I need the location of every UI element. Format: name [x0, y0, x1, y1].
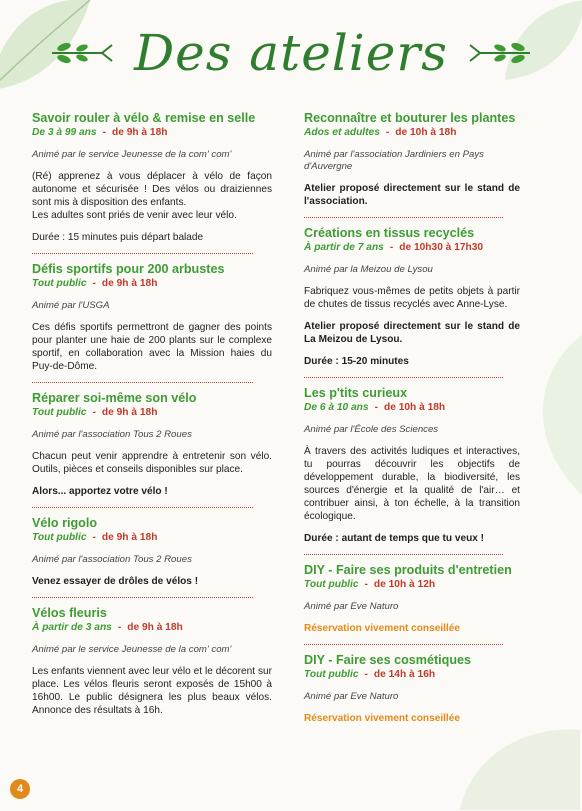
workshop-title: Vélos fleuris	[32, 606, 107, 620]
page-title: Des ateliers	[134, 24, 448, 82]
workshop-title: Savoir rouler à vélo & remise en selle	[32, 111, 256, 125]
workshop-title: Les p'tits curieux	[304, 386, 408, 400]
workshop-section	[32, 262, 272, 373]
meta-separator: -	[364, 669, 368, 680]
workshop-section	[304, 111, 520, 208]
workshop-animator: Animé par l'USGA	[32, 300, 110, 311]
workshop-section	[32, 606, 272, 717]
workshop-animator: Animé par l'association Jardiniers en Pays d'Auvergne	[304, 149, 484, 172]
dotted-separator	[304, 644, 503, 645]
meta-separator: -	[92, 407, 96, 418]
workshop-meta	[304, 241, 520, 254]
workshop-animator: Animé par l'École des Sciences	[304, 424, 439, 435]
workshop-description: Chacun peut venir apprendre à entretenir son vélo. Outils, pièces et conseils disponibles sur place.	[32, 451, 272, 475]
workshop-section	[304, 386, 520, 545]
workshop-title: Créations en tissus recyclés	[304, 226, 475, 240]
dotted-separator	[32, 253, 253, 254]
leaf-decoration	[450, 720, 582, 811]
workshop-animator: Animé par l'association Tous 2 Roues	[32, 429, 192, 440]
workshop-description: Durée : 15-20 minutes	[304, 356, 409, 367]
workshop-hours: de 10h à 18h	[383, 402, 446, 413]
workshop-hours: de 14h à 16h	[373, 669, 436, 680]
workshop-description: Venez essayer de drôles de vélos !	[32, 576, 199, 587]
meta-separator: -	[102, 127, 106, 138]
workshop-hours: de 9h à 18h	[101, 532, 158, 543]
workshop-hours: de 9h à 18h	[101, 407, 158, 418]
workshop-title: Reconnaître et bouturer les plantes	[304, 111, 516, 125]
right-column	[304, 111, 520, 725]
workshop-audience: À partir de 7 ans	[304, 242, 384, 253]
workshop-audience: De 3 à 99 ans	[32, 127, 97, 138]
meta-separator: -	[364, 579, 368, 590]
workshop-description: (Ré) apprenez à vous déplacer à vélo de façon autonome et sécurisée ! Des vélos ou draiziennes sont mis à disposition des enfants. Les adultes sont priés de venir avec leur vélo.	[32, 171, 272, 221]
leaf-flourish-icon	[462, 41, 532, 65]
dotted-separator	[32, 507, 253, 508]
workshop-hours: de 10h30 à 17h30	[399, 242, 484, 253]
workshop-hours: de 10h à 18h	[395, 127, 457, 138]
workshop-audience: Tout public	[32, 278, 87, 289]
workshop-description: Les enfants viennent avec leur vélo et le décorent sur place. Les vélos fleuris seront exposés de 15h00 à 16h00. Le public désignera les plus beaux vélos. Annonce des résultats à 16h.	[32, 666, 272, 716]
workshop-animator: Animé par Eve Naturo	[304, 601, 399, 612]
workshop-meta	[304, 401, 520, 414]
workshop-animator: Animé par le service Jeunesse de la com' com'	[32, 149, 232, 160]
dotted-separator	[32, 382, 253, 383]
workshop-meta	[32, 621, 272, 634]
left-column	[32, 111, 272, 717]
leaf-flourish-icon	[50, 41, 120, 65]
workshop-section	[304, 226, 520, 368]
dotted-separator	[32, 597, 253, 598]
workshop-audience: Tout public	[32, 407, 87, 418]
workshop-section	[32, 516, 272, 588]
workshop-description: À travers des activités ludiques et interactives, tu pourras découvrir les objectifs de développement durable, la biodiversité, les sources d'énergie et la qualité de l'air… et contribuer ainsi, à ton échelle, à la transition écologique.	[304, 446, 520, 522]
workshop-section	[304, 653, 520, 725]
leaf-decoration	[515, 330, 582, 500]
page-header	[0, 18, 582, 88]
meta-separator: -	[374, 402, 378, 413]
workshop-hours: de 9h à 18h	[111, 127, 168, 138]
workshop-meta	[32, 277, 272, 290]
workshop-description: Durée : 15 minutes puis départ balade	[32, 232, 204, 243]
meta-separator: -	[92, 278, 96, 289]
workshop-description: Fabriquez vous-mêmes de petits objets à partir de chutes de tissus recyclés avec Anne-Lyse.	[304, 286, 520, 310]
reservation-note: Réservation vivement conseillée	[304, 713, 460, 724]
workshop-title: Vélo rigolo	[32, 516, 98, 530]
workshop-audience: De 6 à 10 ans	[304, 402, 369, 413]
workshop-animator: Animé par Eve Naturo	[304, 691, 399, 702]
meta-separator: -	[117, 622, 122, 633]
workshop-section	[32, 391, 272, 498]
workshop-description: Durée : autant de temps que tu veux !	[304, 533, 485, 544]
workshop-audience: Ados et adultes	[304, 127, 380, 138]
dotted-separator	[304, 377, 503, 378]
workshop-title: Défis sportifs pour 200 arbustes	[32, 262, 225, 276]
workshop-meta	[304, 578, 520, 591]
workshop-hours: de 10h à 12h	[373, 579, 436, 590]
workshop-section	[304, 563, 520, 635]
workshop-meta	[32, 126, 272, 139]
meta-separator: -	[92, 532, 96, 543]
workshop-animator: Animé par l'association Tous 2 Roues	[32, 554, 192, 565]
workshop-description: Alors... apportez votre vélo !	[32, 486, 168, 497]
meta-separator: -	[389, 242, 394, 253]
meta-separator: -	[385, 127, 390, 138]
dotted-separator	[304, 217, 503, 218]
workshop-audience: À partir de 3 ans	[32, 622, 112, 633]
workshop-animator: Animé par le service Jeunesse de la com' com'	[32, 644, 232, 655]
workshop-description: Atelier proposé directement sur le stand de La Meizou de Lysou.	[304, 321, 520, 345]
workshop-audience: Tout public	[304, 579, 359, 590]
workshop-hours: de 9h à 18h	[101, 278, 158, 289]
workshop-audience: Tout public	[32, 532, 87, 543]
workshop-title: DIY - Faire ses cosmétiques	[304, 653, 472, 667]
workshop-meta	[32, 531, 272, 544]
workshop-title: DIY - Faire ses produits d'entretien	[304, 563, 512, 577]
workshop-animator: Animé par la Meizou de Lysou	[304, 264, 433, 275]
workshop-description: Ces défis sportifs permettront de gagner des points pour planter une haie de 200 plants sur le complexe sportif, en collaboration avec la Mission haies du Puy-de-Dôme.	[32, 322, 272, 372]
workshop-title: Réparer soi-même son vélo	[32, 391, 197, 405]
workshop-section	[32, 111, 272, 244]
dotted-separator	[304, 554, 503, 555]
page-number: 4	[10, 779, 30, 799]
reservation-note: Réservation vivement conseillée	[304, 623, 460, 634]
workshop-meta	[304, 126, 520, 139]
workshop-meta	[304, 668, 520, 681]
workshop-audience: Tout public	[304, 669, 359, 680]
workshop-hours: de 9h à 18h	[127, 622, 183, 633]
workshop-meta	[32, 406, 272, 419]
workshop-description: Atelier proposé directement sur le stand de l'association.	[304, 183, 520, 207]
